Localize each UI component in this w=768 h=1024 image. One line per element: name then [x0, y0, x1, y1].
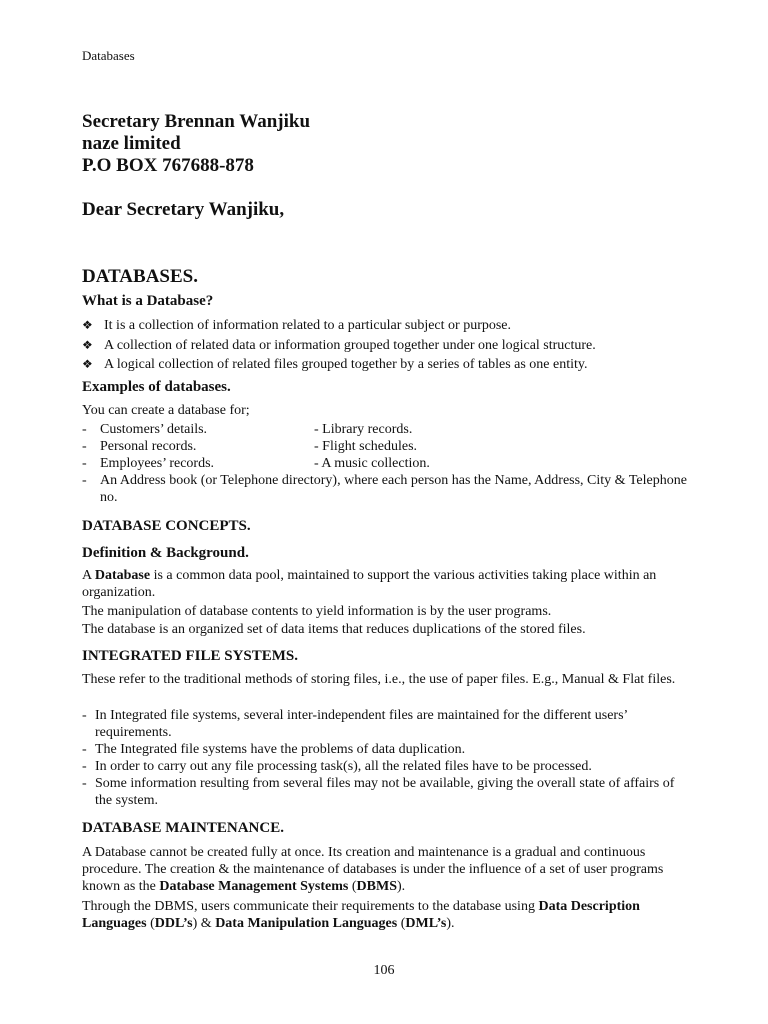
diamond-bullet-icon: ❖ — [82, 337, 93, 352]
list-item: ❖ A collection of related data or information grouped together under one logical structure. — [82, 336, 596, 356]
greeting: Dear Secretary Wanjiku, — [82, 199, 285, 220]
definition-heading: Definition & Background. — [82, 545, 249, 561]
list-item: - Customers’ details. - Library records. — [82, 422, 413, 437]
list-item: ❖ A logical collection of related files grouped together by a series of tables as one entity. — [82, 355, 596, 375]
list-item: - The Integrated file systems have the problems of data duplication. — [82, 742, 466, 757]
list-item: ❖ It is a collection of information related to a particular subject or purpose. — [82, 316, 596, 336]
main-title: DATABASES. — [82, 266, 198, 287]
examples-intro: You can create a database for; — [82, 403, 250, 418]
list-item: - In Integrated file systems, several inter-independent files are maintained for the different users’ requirements. — [82, 708, 628, 740]
recipient-company: naze limited — [82, 133, 181, 154]
examples-heading: Examples of databases. — [82, 379, 231, 395]
integrated-intro: These refer to the traditional methods of storing files, i.e., the use of paper files. E.g., Manual & Flat files. — [82, 672, 676, 687]
integrated-heading: INTEGRATED FILE SYSTEMS. — [82, 648, 299, 664]
concepts-heading: DATABASE CONCEPTS. — [82, 518, 251, 534]
integrated-list — [82, 707, 692, 809]
list-item: - In order to carry out any file processing task(s), all the related files have to be processed. — [82, 759, 592, 774]
maintenance-heading: DATABASE MAINTENANCE. — [82, 820, 284, 836]
maintenance-paragraph: A Database cannot be created fully at once. Its creation and maintenance is a gradual and continuous procedure. The creation & the maintenance of databases is under the influence of a set of user programs known as the Database Management Systems (DBMS). — [82, 845, 664, 894]
what-is-heading: What is a Database? — [82, 293, 214, 309]
manipulation-paragraph: The manipulation of database contents to yield information is by the user programs. — [82, 604, 552, 619]
diamond-bullet-icon: ❖ — [82, 357, 93, 371]
recipient-po-box: P.O BOX 767688-878 — [82, 155, 254, 176]
definition-bullets — [82, 316, 596, 375]
dbms-paragraph: Through the DBMS, users communicate their requirements to the database using Data Description Languages (DDL’s) & Data Manipulation Languages (DML’s). — [82, 899, 640, 931]
recipient-address — [82, 111, 310, 177]
list-item: - Some information resulting from several files may not be available, giving the overall state of affairs of the system. — [82, 776, 675, 808]
diamond-bullet-icon: ❖ — [82, 318, 93, 332]
page-number: 106 — [373, 963, 395, 978]
list-item: - Personal records. - Flight schedules. — [82, 439, 418, 454]
examples-list — [82, 421, 692, 506]
organized-set-paragraph: The database is an organized set of data items that reduces duplications of the stored files. — [82, 622, 586, 637]
definition-paragraph: A Database is a common data pool, maintained to support the various activities taking place within an organization. — [82, 568, 657, 600]
page-header: Databases — [82, 48, 135, 63]
list-item: - An Address book (or Telephone directory), where each person has the Name, Address, City & Telephone no. — [82, 473, 687, 505]
recipient-name: Secretary Brennan Wanjiku — [82, 111, 311, 132]
list-item: - Employees’ records. - A music collection. — [82, 456, 430, 471]
